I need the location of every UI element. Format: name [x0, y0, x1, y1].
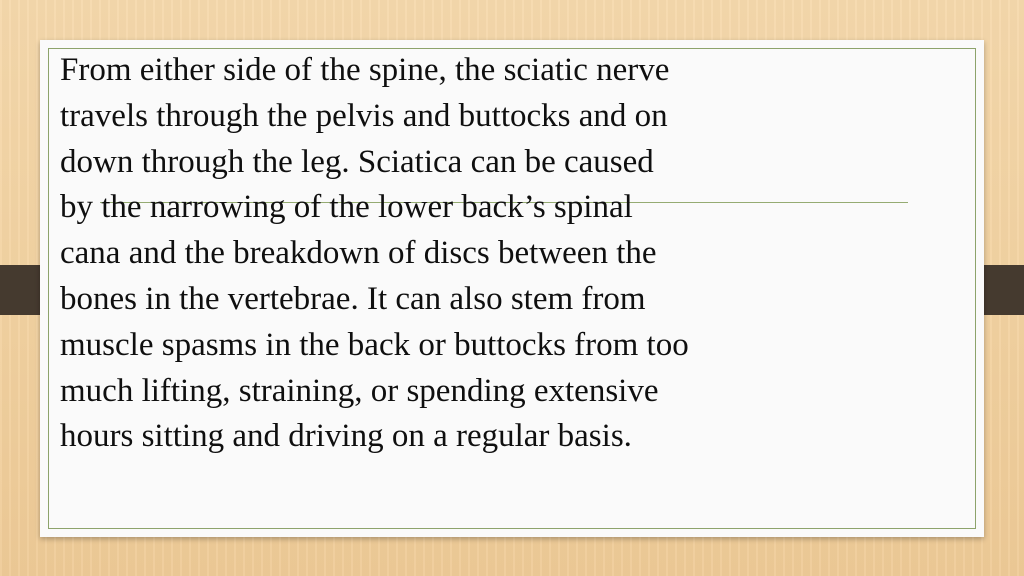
body-text-line: bones in the vertebrae. It can also stem from [60, 280, 646, 317]
slide-body-text [60, 48, 820, 460]
body-text-line: From either side of the spine, the sciatic nerve [60, 52, 670, 88]
body-text-line: much lifting, straining, or spending extensive [60, 372, 659, 409]
body-text-line: muscle spasms in the back or buttocks from too [60, 326, 689, 363]
body-text-line: by the narrowing of the lower back’s spinal [60, 189, 633, 226]
body-text-line: travels through the pelvis and buttocks and on [60, 97, 668, 134]
body-text-line: down through the leg. Sciatica can be caused [60, 143, 654, 180]
body-text-line: hours sitting and driving on a regular basis. [60, 418, 632, 455]
body-text-line: cana and the breakdown of discs between the [60, 235, 657, 272]
